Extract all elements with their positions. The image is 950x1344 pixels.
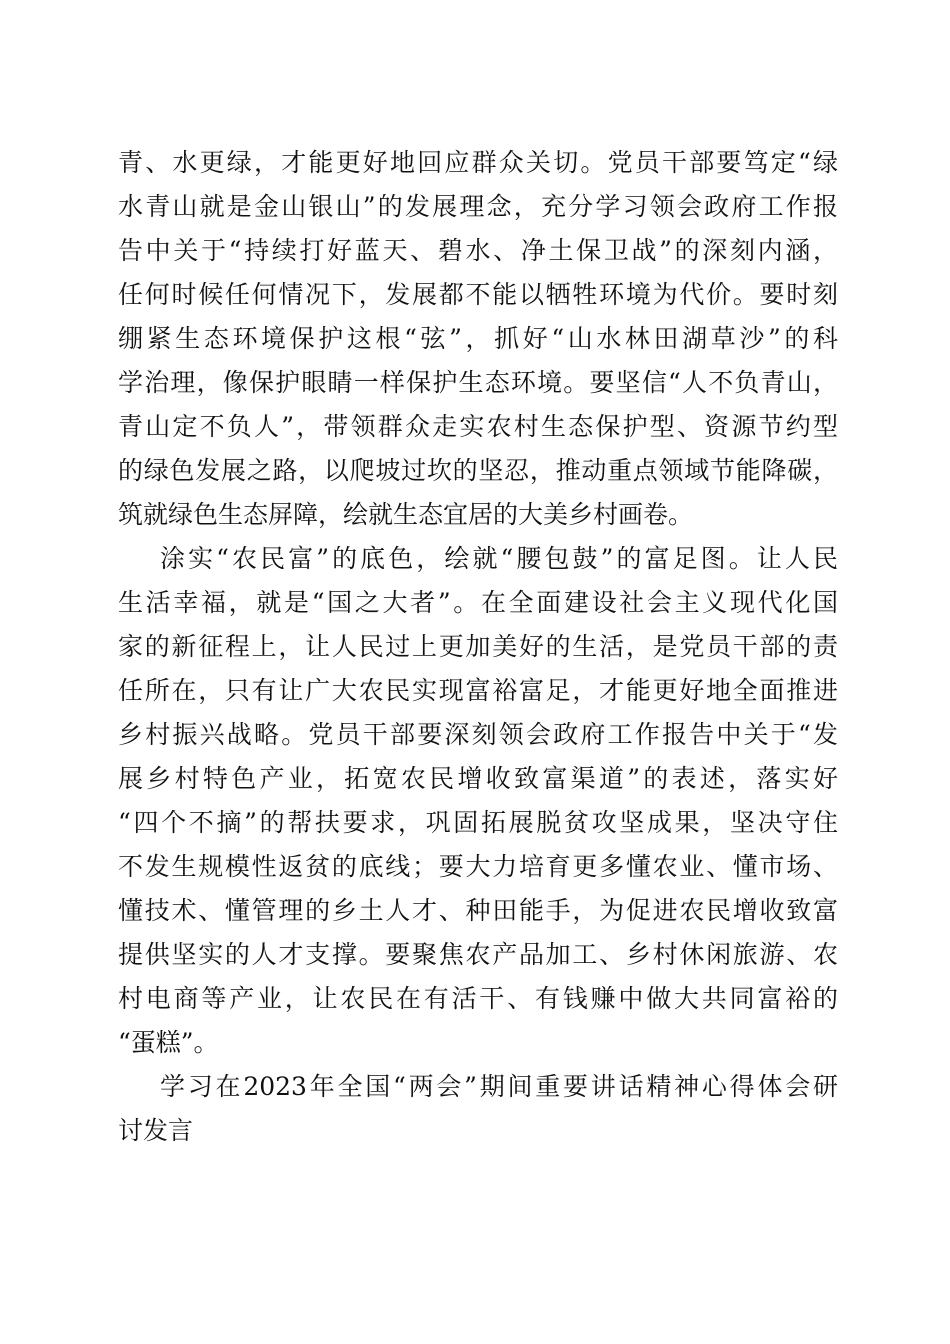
text-line: “蛋糕”。: [118, 1028, 219, 1057]
text-line: 乡村振兴战略。党员干部要深刻领会政府工作报告中关于“发: [118, 720, 838, 749]
text-line: 讨发言: [118, 1116, 194, 1145]
text-line: 绷紧生态环境保护这根“弦”，抓好“山水林田湖草沙”的科: [118, 324, 838, 353]
text-line: 提供坚实的人才支撑。要聚焦农产品加工、乡村休闲旅游、农: [118, 940, 838, 969]
text-line: 青、水更绿，才能更好地回应群众关切。党员干部要笃定“绿: [118, 148, 838, 177]
text-line: 水青山就是金山银山”的发展理念，充分学习领会政府工作报: [118, 192, 838, 221]
text-line: 青山定不负人”，带领群众走实农村生态保护型、资源节约型: [118, 412, 838, 441]
text-line: 告中关于“持续打好蓝天、碧水、净土保卫战”的深刻内涵，: [118, 236, 838, 265]
text-line: “四个不摘”的帮扶要求，巩固拓展脱贫攻坚成果，坚决守住: [118, 808, 838, 837]
text-line: 任何时候任何情况下，发展都不能以牺牲环境为代价。要时刻: [118, 280, 838, 309]
text-line: 生活幸福，就是“国之大者”。在全面建设社会主义现代化国: [118, 588, 838, 617]
text-line: 筑就绿色生态屏障，绘就生态宜居的大美乡村画卷。: [118, 500, 694, 529]
text-line: 村电商等产业，让农民在有活干、有钱赚中做大共同富裕的: [118, 984, 838, 1013]
text-line: 学治理，像保护眼睛一样保护生态环境。要坚信“人不负青山，: [118, 368, 838, 397]
text-line: 的绿色发展之路，以爬坡过坎的坚忍，推动重点领域节能降碳，: [118, 456, 838, 485]
text-line: 不发生规模性返贫的底线；要大力培育更多懂农业、懂市场、: [118, 852, 838, 881]
paragraph-first-line: 学习在2023年全国“两会”期间重要讲话精神心得体会研: [160, 1072, 838, 1101]
text-line: 家的新征程上，让人民过上更加美好的生活，是党员干部的责: [118, 632, 838, 661]
paragraph-first-line: 涂实“农民富”的底色，绘就“腰包鼓”的富足图。让人民: [160, 544, 838, 573]
text-line: 懂技术、懂管理的乡土人才、种田能手，为促进农民增收致富: [118, 896, 838, 925]
text-line: 展乡村特色产业，拓宽农民增收致富渠道”的表述，落实好: [118, 764, 838, 793]
text-line: 任所在，只有让广大农民实现富裕富足，才能更好地全面推进: [118, 676, 838, 705]
